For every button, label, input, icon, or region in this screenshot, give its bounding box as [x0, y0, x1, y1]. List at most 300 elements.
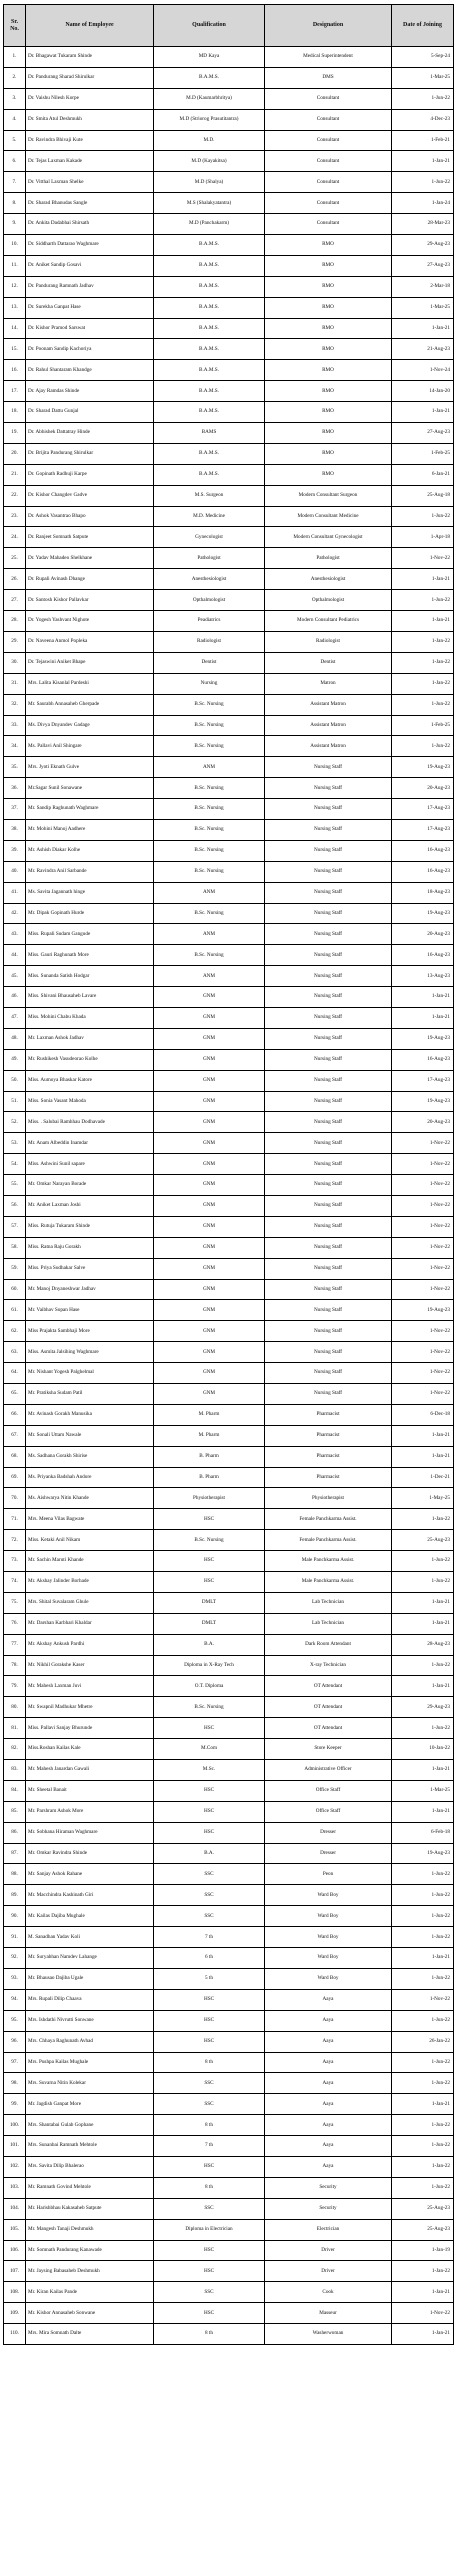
- cell-designation: RMO: [265, 402, 392, 423]
- cell-sr-no: 102.: [4, 2156, 26, 2177]
- cell-date-of-joining: 1-Jan-22: [392, 652, 454, 673]
- table-row: [4, 1175, 454, 1196]
- cell-date-of-joining: 1-Jun-22: [392, 1968, 454, 1989]
- cell-date-of-joining: 1-Apr-18: [392, 527, 454, 548]
- cell-qualification: DMLT: [154, 1592, 265, 1613]
- cell-qualification: B.Sc. Nursing: [154, 945, 265, 966]
- cell-date-of-joining: 1-Jun-22: [392, 736, 454, 757]
- cell-date-of-joining: 1-Jun-22: [392, 590, 454, 611]
- cell-date-of-joining: 1-Jun-22: [392, 2115, 454, 2136]
- cell-sr-no: 19.: [4, 423, 26, 444]
- table-row: [4, 819, 454, 840]
- cell-sr-no: 37.: [4, 799, 26, 820]
- cell-sr-no: 4.: [4, 109, 26, 130]
- table-row: [4, 1968, 454, 1989]
- cell-date-of-joining: 1-Jun-22: [392, 2073, 454, 2094]
- cell-sr-no: 59.: [4, 1258, 26, 1279]
- cell-date-of-joining: 1-Jun-22: [392, 2010, 454, 2031]
- cell-designation: RMO: [265, 276, 392, 297]
- cell-date-of-joining: 1-Jan-22: [392, 631, 454, 652]
- cell-employee-name: Dr. Rahul Shantaram Khandge: [26, 360, 154, 381]
- cell-designation: Nursing Staff: [265, 1195, 392, 1216]
- cell-date-of-joining: 1-Nov-22: [392, 1195, 454, 1216]
- table-row: [4, 1195, 454, 1216]
- cell-sr-no: 47.: [4, 1007, 26, 1028]
- cell-date-of-joining: 1-Jun-22: [392, 1864, 454, 1885]
- table-row: [4, 1530, 454, 1551]
- table-row: [4, 235, 454, 256]
- cell-date-of-joining: 1-Jan-21: [392, 1801, 454, 1822]
- cell-designation: Aaya: [265, 2115, 392, 2136]
- cell-designation: Nursing Staff: [265, 1237, 392, 1258]
- cell-qualification: 8 th: [154, 2115, 265, 2136]
- table-row: [4, 652, 454, 673]
- cell-sr-no: 40.: [4, 861, 26, 882]
- cell-sr-no: 22.: [4, 485, 26, 506]
- cell-employee-name: Mr. Kailas Dajiba Mughale: [26, 1906, 154, 1927]
- cell-designation: Lab Technician: [265, 1613, 392, 1634]
- cell-employee-name: Mr. Swapnil Madhukar Mhetre: [26, 1697, 154, 1718]
- cell-date-of-joining: 1-Jan-19: [392, 2240, 454, 2261]
- cell-designation: Female Panchkarma Assist.: [265, 1530, 392, 1551]
- cell-designation: Female Panchkarma Assist.: [265, 1509, 392, 1530]
- cell-designation: Nursing Staff: [265, 1007, 392, 1028]
- cell-sr-no: 103.: [4, 2177, 26, 2198]
- cell-qualification: Peadiatrics: [154, 611, 265, 632]
- cell-employee-name: Mr. Mangesh Tanaji Deshmukh: [26, 2219, 154, 2240]
- table-row: [4, 2303, 454, 2324]
- cell-designation: Dresser: [265, 1822, 392, 1843]
- cell-employee-name: Mr. Macchindra Kashinath Giri: [26, 1885, 154, 1906]
- cell-designation: Nursing Staff: [265, 1216, 392, 1237]
- table-row: [4, 903, 454, 924]
- cell-date-of-joining: 1-Nov-22: [392, 1175, 454, 1196]
- table-row: [4, 360, 454, 381]
- cell-sr-no: 1.: [4, 47, 26, 68]
- cell-sr-no: 91.: [4, 1927, 26, 1948]
- cell-qualification: B.Sc. Nursing: [154, 840, 265, 861]
- cell-sr-no: 99.: [4, 2094, 26, 2115]
- table-row: [4, 1613, 454, 1634]
- cell-date-of-joining: 17-Aug-23: [392, 1070, 454, 1091]
- table-row: [4, 109, 454, 130]
- cell-sr-no: 71.: [4, 1509, 26, 1530]
- cell-date-of-joining: 1-Jun-22: [392, 172, 454, 193]
- cell-date-of-joining: 20-Aug-23: [392, 924, 454, 945]
- cell-sr-no: 97.: [4, 2052, 26, 2073]
- cell-date-of-joining: 1-Feb-25: [392, 715, 454, 736]
- cell-designation: Nursing Staff: [265, 778, 392, 799]
- table-row: [4, 1676, 454, 1697]
- cell-sr-no: 74.: [4, 1572, 26, 1593]
- cell-date-of-joining: 20-Aug-23: [392, 778, 454, 799]
- cell-date-of-joining: 1-Jan-21: [392, 1446, 454, 1467]
- cell-employee-name: Dr. Santosh Kishor Pallavkar: [26, 590, 154, 611]
- cell-qualification: GNM: [154, 1049, 265, 1070]
- cell-designation: Nursing Staff: [265, 1342, 392, 1363]
- cell-date-of-joining: 4-Dec-23: [392, 109, 454, 130]
- cell-employee-name: Miss. Rupali Sudam Gangude: [26, 924, 154, 945]
- cell-qualification: GNM: [154, 1279, 265, 1300]
- cell-qualification: HSC: [154, 1509, 265, 1530]
- cell-qualification: GNM: [154, 1384, 265, 1405]
- cell-qualification: M.S (Shalakyatantra): [154, 193, 265, 214]
- cell-qualification: MD Kaya: [154, 47, 265, 68]
- cell-qualification: Opthalmologist: [154, 590, 265, 611]
- cell-designation: Consultant: [265, 172, 392, 193]
- cell-designation: Nursing Staff: [265, 1070, 392, 1091]
- cell-employee-name: Miss. Shivani Bhausaheb Lavare: [26, 987, 154, 1008]
- cell-employee-name: Dr. Kishor Pramod Sarswat: [26, 318, 154, 339]
- cell-designation: Nursing Staff: [265, 1028, 392, 1049]
- cell-qualification: GNM: [154, 1028, 265, 1049]
- cell-date-of-joining: 29-Aug-23: [392, 1697, 454, 1718]
- cell-employee-name: Mrs. Suvarna Nitin Kolekar: [26, 2073, 154, 2094]
- cell-designation: Consultant: [265, 214, 392, 235]
- table-row: [4, 1718, 454, 1739]
- table-row: [4, 1822, 454, 1843]
- cell-qualification: HSC: [154, 2261, 265, 2282]
- cell-date-of-joining: 16-Aug-23: [392, 861, 454, 882]
- cell-designation: Nursing Staff: [265, 1049, 392, 1070]
- table-row: [4, 527, 454, 548]
- cell-date-of-joining: 10-Jan-22: [392, 1739, 454, 1760]
- cell-designation: Consultant: [265, 109, 392, 130]
- cell-employee-name: Mr. Somnath Pandurang Kanawade: [26, 2240, 154, 2261]
- cell-qualification: HSC: [154, 1780, 265, 1801]
- cell-date-of-joining: 1-Nov-22: [392, 1321, 454, 1342]
- cell-date-of-joining: 1-Jan-21: [392, 1948, 454, 1969]
- cell-designation: Electrician: [265, 2219, 392, 2240]
- table-row: [4, 193, 454, 214]
- cell-sr-no: 18.: [4, 402, 26, 423]
- cell-designation: Security: [265, 2198, 392, 2219]
- cell-date-of-joining: 1-Jun-22: [392, 2052, 454, 2073]
- cell-qualification: M.D (Shalya): [154, 172, 265, 193]
- cell-designation: Dark Room Attendant: [265, 1634, 392, 1655]
- cell-designation: Masseur: [265, 2303, 392, 2324]
- table-row: [4, 2010, 454, 2031]
- cell-sr-no: 20.: [4, 443, 26, 464]
- cell-designation: Ward Boy: [265, 1927, 392, 1948]
- cell-date-of-joining: 13-Aug-23: [392, 966, 454, 987]
- cell-qualification: HSC: [154, 1572, 265, 1593]
- cell-date-of-joining: 1-Jun-22: [392, 1718, 454, 1739]
- cell-employee-name: Mr. Ashish Diakar Kolhe: [26, 840, 154, 861]
- table-row: [4, 2198, 454, 2219]
- table-row: [4, 2094, 454, 2115]
- cell-employee-name: Dr. Bhagawat Tukaram Shinde: [26, 47, 154, 68]
- table-row: [4, 1446, 454, 1467]
- table-row: [4, 443, 454, 464]
- cell-qualification: GNM: [154, 1154, 265, 1175]
- cell-sr-no: 45.: [4, 966, 26, 987]
- cell-designation: OT Attendant: [265, 1718, 392, 1739]
- cell-qualification: SSC: [154, 2282, 265, 2303]
- cell-sr-no: 10.: [4, 235, 26, 256]
- table-row: [4, 318, 454, 339]
- cell-designation: Modern Consultant Pediatrics: [265, 611, 392, 632]
- cell-designation: Driver: [265, 2240, 392, 2261]
- cell-sr-no: 33.: [4, 715, 26, 736]
- cell-qualification: GNM: [154, 1112, 265, 1133]
- cell-sr-no: 43.: [4, 924, 26, 945]
- cell-employee-name: Mrs. Lalita Kisanlal Pardeshi: [26, 673, 154, 694]
- cell-date-of-joining: 1-Mar-25: [392, 67, 454, 88]
- cell-employee-name: Miss. . Salubai Ramhhau Dodhavade: [26, 1112, 154, 1133]
- table-row: [4, 2031, 454, 2052]
- cell-qualification: Physiotherapist: [154, 1488, 265, 1509]
- cell-date-of-joining: 1-Jun-22: [392, 1551, 454, 1572]
- cell-date-of-joining: 17-Aug-23: [392, 799, 454, 820]
- cell-designation: Aaya: [265, 2136, 392, 2157]
- cell-employee-name: Dr. Sharad Dattu Gunjal: [26, 402, 154, 423]
- cell-date-of-joining: 26-Jan-22: [392, 2031, 454, 2052]
- table-row: [4, 1488, 454, 1509]
- table-row: [4, 1384, 454, 1405]
- cell-qualification: B.A.: [154, 1634, 265, 1655]
- cell-designation: Consultant: [265, 88, 392, 109]
- cell-qualification: B.A.M.S.: [154, 464, 265, 485]
- header-sr-no: Sr. No.: [4, 5, 26, 47]
- cell-employee-name: Mr. Mohini Manoj Aadhere: [26, 819, 154, 840]
- cell-sr-no: 95.: [4, 2010, 26, 2031]
- cell-employee-name: Mr. Kiran Kailas Pande: [26, 2282, 154, 2303]
- cell-sr-no: 105.: [4, 2219, 26, 2240]
- cell-date-of-joining: 1-Jan-21: [392, 1007, 454, 1028]
- cell-sr-no: 23.: [4, 506, 26, 527]
- cell-designation: OT Attendant: [265, 1676, 392, 1697]
- cell-date-of-joining: 25-Aug-23: [392, 2219, 454, 2240]
- cell-employee-name: Mr. Saurabh Annasaheb Gherpade: [26, 694, 154, 715]
- cell-qualification: SSC: [154, 2094, 265, 2115]
- cell-employee-name: Miss. Pallavi Sanjay Bhurunde: [26, 1718, 154, 1739]
- cell-sr-no: 6.: [4, 151, 26, 172]
- cell-employee-name: Mr. Ramnath Govind Mehtole: [26, 2177, 154, 2198]
- cell-designation: Nursing Staff: [265, 1321, 392, 1342]
- cell-sr-no: 65.: [4, 1384, 26, 1405]
- cell-qualification: HSC: [154, 2156, 265, 2177]
- cell-designation: Nursing Staff: [265, 1175, 392, 1196]
- header-name: Name of Employee: [26, 5, 154, 47]
- cell-qualification: SSC: [154, 1906, 265, 1927]
- cell-qualification: Nursing: [154, 673, 265, 694]
- table-row: [4, 1300, 454, 1321]
- cell-qualification: 7 th: [154, 2136, 265, 2157]
- table-row: [4, 1906, 454, 1927]
- cell-sr-no: 30.: [4, 652, 26, 673]
- cell-employee-name: Dr. Ashok Vasantrao Bhapo: [26, 506, 154, 527]
- cell-employee-name: Mrs. Sunanbai Ramnath Mehtole: [26, 2136, 154, 2157]
- cell-date-of-joining: 1-Nov-22: [392, 1258, 454, 1279]
- cell-qualification: HSC: [154, 1551, 265, 1572]
- cell-date-of-joining: 1-Nov-22: [392, 2303, 454, 2324]
- cell-date-of-joining: 1-Jun-22: [392, 1906, 454, 1927]
- table-row: [4, 1237, 454, 1258]
- table-row: [4, 381, 454, 402]
- cell-qualification: BAMS: [154, 423, 265, 444]
- table-row: [4, 2136, 454, 2157]
- cell-date-of-joining: 1-Jan-22: [392, 2261, 454, 2282]
- cell-date-of-joining: 21-Aug-23: [392, 339, 454, 360]
- cell-employee-name: Miss. Ashwini Sunil sapare: [26, 1154, 154, 1175]
- table-row: [4, 464, 454, 485]
- table-row: [4, 1927, 454, 1948]
- table-row: [4, 214, 454, 235]
- cell-sr-no: 101.: [4, 2136, 26, 2157]
- cell-sr-no: 77.: [4, 1634, 26, 1655]
- cell-date-of-joining: 1-Nov-22: [392, 548, 454, 569]
- cell-employee-name: Mr. Sachin Maruti Khande: [26, 1551, 154, 1572]
- cell-qualification: B.A.M.S.: [154, 235, 265, 256]
- cell-qualification: B.Sc. Nursing: [154, 903, 265, 924]
- cell-designation: Security: [265, 2177, 392, 2198]
- cell-employee-name: Mr. Suryabhan Namdev Lahange: [26, 1948, 154, 1969]
- cell-employee-name: Dr. Gopinath Radhuji Karpe: [26, 464, 154, 485]
- cell-employee-name: Mrs. Chhaya Raghunath Avhad: [26, 2031, 154, 2052]
- cell-designation: Nursing Staff: [265, 924, 392, 945]
- cell-sr-no: 21.: [4, 464, 26, 485]
- cell-date-of-joining: 1-Feb-21: [392, 130, 454, 151]
- cell-qualification: SSC: [154, 1885, 265, 1906]
- cell-designation: RMO: [265, 443, 392, 464]
- table-row: [4, 840, 454, 861]
- table-row: [4, 67, 454, 88]
- cell-sr-no: 32.: [4, 694, 26, 715]
- cell-employee-name: Dr. Brijita Pandurang Shirulkar: [26, 443, 154, 464]
- cell-qualification: GNM: [154, 1321, 265, 1342]
- cell-designation: Nursing Staff: [265, 987, 392, 1008]
- cell-qualification: ANM: [154, 757, 265, 778]
- cell-date-of-joining: 1-Mar-25: [392, 1780, 454, 1801]
- cell-designation: Assistant Matron: [265, 736, 392, 757]
- cell-designation: Consultant: [265, 193, 392, 214]
- cell-sr-no: 72.: [4, 1530, 26, 1551]
- cell-employee-name: Dr. Sharad Bhanudas Sangle: [26, 193, 154, 214]
- cell-qualification: HSC: [154, 2031, 265, 2052]
- cell-sr-no: 24.: [4, 527, 26, 548]
- cell-employee-name: Dr. Pandurang Ramnath Jadhav: [26, 276, 154, 297]
- cell-sr-no: 83.: [4, 1760, 26, 1781]
- cell-sr-no: 86.: [4, 1822, 26, 1843]
- cell-date-of-joining: 1-Jun-22: [392, 506, 454, 527]
- cell-date-of-joining: 25-Aug-23: [392, 1530, 454, 1551]
- cell-sr-no: 79.: [4, 1676, 26, 1697]
- cell-designation: Driver: [265, 2261, 392, 2282]
- cell-sr-no: 62.: [4, 1321, 26, 1342]
- cell-sr-no: 92.: [4, 1948, 26, 1969]
- cell-sr-no: 94.: [4, 1989, 26, 2010]
- cell-date-of-joining: 1-Nov-22: [392, 1279, 454, 1300]
- cell-designation: Opthalmologist: [265, 590, 392, 611]
- cell-sr-no: 85.: [4, 1801, 26, 1822]
- cell-employee-name: Miss. Ratna Raju Gorakh: [26, 1237, 154, 1258]
- table-row: [4, 590, 454, 611]
- cell-employee-name: Dr. Ravindra Bhivaji Kute: [26, 130, 154, 151]
- cell-employee-name: Mr. Sandip Raghunath Waghmare: [26, 799, 154, 820]
- cell-designation: RMO: [265, 360, 392, 381]
- cell-qualification: HSC: [154, 2303, 265, 2324]
- cell-qualification: M.S. Surgeon: [154, 485, 265, 506]
- cell-sr-no: 68.: [4, 1446, 26, 1467]
- cell-sr-no: 31.: [4, 673, 26, 694]
- table-row: [4, 924, 454, 945]
- cell-designation: RMO: [265, 318, 392, 339]
- table-row: [4, 1154, 454, 1175]
- cell-date-of-joining: 14-Jan-20: [392, 381, 454, 402]
- cell-employee-name: Ms. Aishwarya Nitin Khande: [26, 1488, 154, 1509]
- table-header: [4, 5, 454, 47]
- table-row: [4, 1592, 454, 1613]
- cell-employee-name: Mr. Darshan Karbhari Khaldar: [26, 1613, 154, 1634]
- cell-date-of-joining: 17-Aug-23: [392, 819, 454, 840]
- cell-employee-name: Dr. Vitthal Laxman Shelke: [26, 172, 154, 193]
- cell-qualification: M. Pharm: [154, 1404, 265, 1425]
- cell-date-of-joining: 1-Jun-22: [392, 1655, 454, 1676]
- cell-date-of-joining: 1-Nov-22: [392, 1216, 454, 1237]
- table-row: [4, 673, 454, 694]
- cell-qualification: HSC: [154, 1801, 265, 1822]
- cell-sr-no: 70.: [4, 1488, 26, 1509]
- cell-date-of-joining: 1-Nov-22: [392, 1384, 454, 1405]
- cell-designation: Nursing Staff: [265, 966, 392, 987]
- cell-qualification: M.D (Kayakitsa): [154, 151, 265, 172]
- cell-qualification: GNM: [154, 1216, 265, 1237]
- cell-employee-name: Miss. Aumoya Bhaskar Katore: [26, 1070, 154, 1091]
- table-row: [4, 402, 454, 423]
- cell-date-of-joining: 1-Jan-21: [392, 1760, 454, 1781]
- cell-date-of-joining: 19-Aug-23: [392, 903, 454, 924]
- cell-designation: Ward Boy: [265, 1906, 392, 1927]
- cell-designation: Nursing Staff: [265, 945, 392, 966]
- cell-employee-name: Mr. Anam Albeddin Inamdar: [26, 1133, 154, 1154]
- cell-employee-name: Miss. Gauri Raghunath More: [26, 945, 154, 966]
- cell-designation: Nursing Staff: [265, 1258, 392, 1279]
- cell-date-of-joining: 28-Aug-23: [392, 1634, 454, 1655]
- cell-qualification: B.Sc. Nursing: [154, 799, 265, 820]
- cell-sr-no: 49.: [4, 1049, 26, 1070]
- table-row: [4, 339, 454, 360]
- cell-qualification: 6 th: [154, 1948, 265, 1969]
- cell-qualification: Pathologist: [154, 548, 265, 569]
- cell-sr-no: 28.: [4, 611, 26, 632]
- cell-qualification: B.Sc. Nursing: [154, 715, 265, 736]
- table-row: [4, 151, 454, 172]
- table-row: [4, 1989, 454, 2010]
- cell-employee-name: Mr. Omkar Ravindra Shinde: [26, 1843, 154, 1864]
- cell-qualification: B.A.M.S.: [154, 443, 265, 464]
- cell-designation: RMO: [265, 464, 392, 485]
- cell-employee-name: Ms. Priyanka Badshah Andore: [26, 1467, 154, 1488]
- cell-designation: Aaya: [265, 2052, 392, 2073]
- cell-date-of-joining: 19-Aug-23: [392, 1028, 454, 1049]
- cell-designation: Nursing Staff: [265, 1091, 392, 1112]
- cell-employee-name: Ms. Savita Jagannath hinge: [26, 882, 154, 903]
- cell-date-of-joining: 1-Nov-22: [392, 1363, 454, 1384]
- table-row: [4, 276, 454, 297]
- cell-designation: Nursing Staff: [265, 1384, 392, 1405]
- cell-qualification: O.T. Diploma: [154, 1676, 265, 1697]
- cell-date-of-joining: 19-Aug-23: [392, 757, 454, 778]
- cell-designation: Anesthesiologist: [265, 569, 392, 590]
- table-row: [4, 882, 454, 903]
- cell-qualification: B.Sc. Nursing: [154, 819, 265, 840]
- cell-qualification: GNM: [154, 1363, 265, 1384]
- cell-designation: DMS: [265, 67, 392, 88]
- table-row: [4, 694, 454, 715]
- cell-sr-no: 76.: [4, 1613, 26, 1634]
- table-row: [4, 987, 454, 1008]
